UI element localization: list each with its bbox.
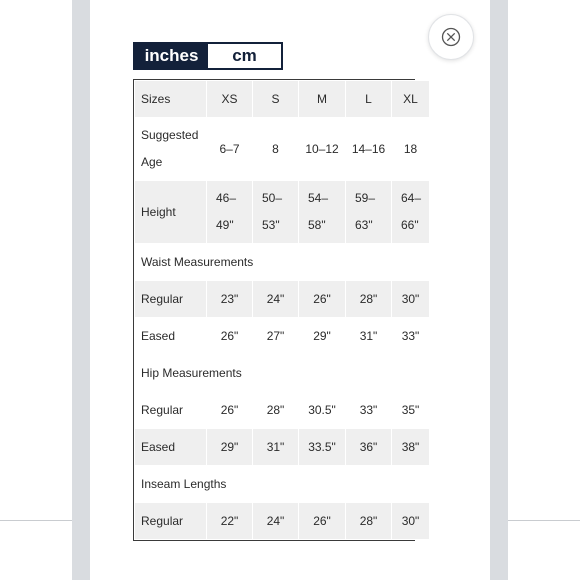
hip-eased-m: 33.5" [299, 429, 346, 466]
height-s-line1: 50– [262, 191, 283, 205]
age-m: 10–12 [299, 118, 346, 181]
inseam-regular-l: 28" [346, 503, 392, 540]
height-l-line2: 63" [355, 218, 373, 232]
waist-eased-m: 29" [299, 318, 346, 355]
backdrop-right-bar [490, 0, 508, 580]
height-xs [207, 181, 253, 244]
age-xl: 18 [392, 118, 430, 181]
suggested-age-label [135, 118, 207, 181]
section-row-hip [135, 355, 430, 392]
age-xs: 6–7 [207, 118, 253, 181]
table-header-row [135, 81, 430, 118]
height-label: Height [135, 181, 207, 244]
backdrop-left-bar [72, 0, 90, 580]
inseam-regular-m: 26" [299, 503, 346, 540]
inseam-regular-s: 24" [253, 503, 299, 540]
suggested-age-label-line2: Age [141, 155, 163, 169]
sizes-label: Sizes [135, 81, 207, 118]
size-l: L [346, 81, 392, 118]
waist-eased-s: 27" [253, 318, 299, 355]
size-s: S [253, 81, 299, 118]
backdrop-divider-left [0, 520, 72, 521]
inseam-regular-xs: 22" [207, 503, 253, 540]
table-row [135, 118, 430, 181]
waist-eased-label: Eased [135, 318, 207, 355]
height-m-line1: 54– [308, 191, 329, 205]
inseam-regular-xl: 30" [392, 503, 430, 540]
table-row [135, 429, 430, 466]
height-s [253, 181, 299, 244]
hip-eased-s: 31" [253, 429, 299, 466]
height-m [299, 181, 346, 244]
section-row-inseam [135, 466, 430, 503]
hip-eased-l: 36" [346, 429, 392, 466]
hip-regular-label: Regular [135, 392, 207, 429]
height-xl-line1: 64– [401, 191, 422, 205]
waist-regular-m: 26" [299, 281, 346, 318]
table-row [135, 318, 430, 355]
inseam-section-title: Inseam Lengths [135, 466, 430, 503]
hip-eased-label: Eased [135, 429, 207, 466]
table-row [135, 503, 430, 540]
age-s: 8 [253, 118, 299, 181]
height-l [346, 181, 392, 244]
waist-regular-l: 28" [346, 281, 392, 318]
hip-regular-l: 33" [346, 392, 392, 429]
close-circle-icon [441, 27, 461, 47]
waist-regular-xs: 23" [207, 281, 253, 318]
unit-toggle [133, 42, 283, 70]
waist-regular-s: 24" [253, 281, 299, 318]
waist-eased-xs: 26" [207, 318, 253, 355]
height-m-line2: 58" [308, 218, 326, 232]
close-button[interactable] [428, 14, 474, 60]
inseam-regular-label: Regular [135, 503, 207, 540]
waist-regular-xl: 30" [392, 281, 430, 318]
size-chart-table [133, 79, 422, 541]
hip-regular-s: 28" [253, 392, 299, 429]
hip-section-title: Hip Measurements [135, 355, 430, 392]
height-l-line1: 59– [355, 191, 376, 205]
age-l: 14–16 [346, 118, 392, 181]
hip-eased-xl: 38" [392, 429, 430, 466]
hip-regular-xs: 26" [207, 392, 253, 429]
height-xl [392, 181, 430, 244]
height-xs-line1: 46– [216, 191, 237, 205]
height-xs-line2: 49" [216, 218, 234, 232]
size-m: M [299, 81, 346, 118]
waist-section-title: Waist Measurements [135, 244, 430, 281]
waist-eased-xl: 33" [392, 318, 430, 355]
section-row-waist [135, 244, 430, 281]
waist-eased-l: 31" [346, 318, 392, 355]
size-xs: XS [207, 81, 253, 118]
hip-regular-m: 30.5" [299, 392, 346, 429]
table-row [135, 181, 430, 244]
height-s-line2: 53" [262, 218, 280, 232]
size-xl: XL [392, 81, 430, 118]
hip-eased-xs: 29" [207, 429, 253, 466]
waist-regular-label: Regular [135, 281, 207, 318]
height-xl-line2: 66" [401, 218, 419, 232]
table-row [135, 392, 430, 429]
unit-option-cm[interactable]: cm [208, 44, 281, 68]
unit-option-inches[interactable]: inches [135, 44, 208, 68]
hip-regular-xl: 35" [392, 392, 430, 429]
table-row [135, 281, 430, 318]
suggested-age-label-line1: Suggested [141, 128, 199, 142]
backdrop-divider-right [508, 520, 580, 521]
